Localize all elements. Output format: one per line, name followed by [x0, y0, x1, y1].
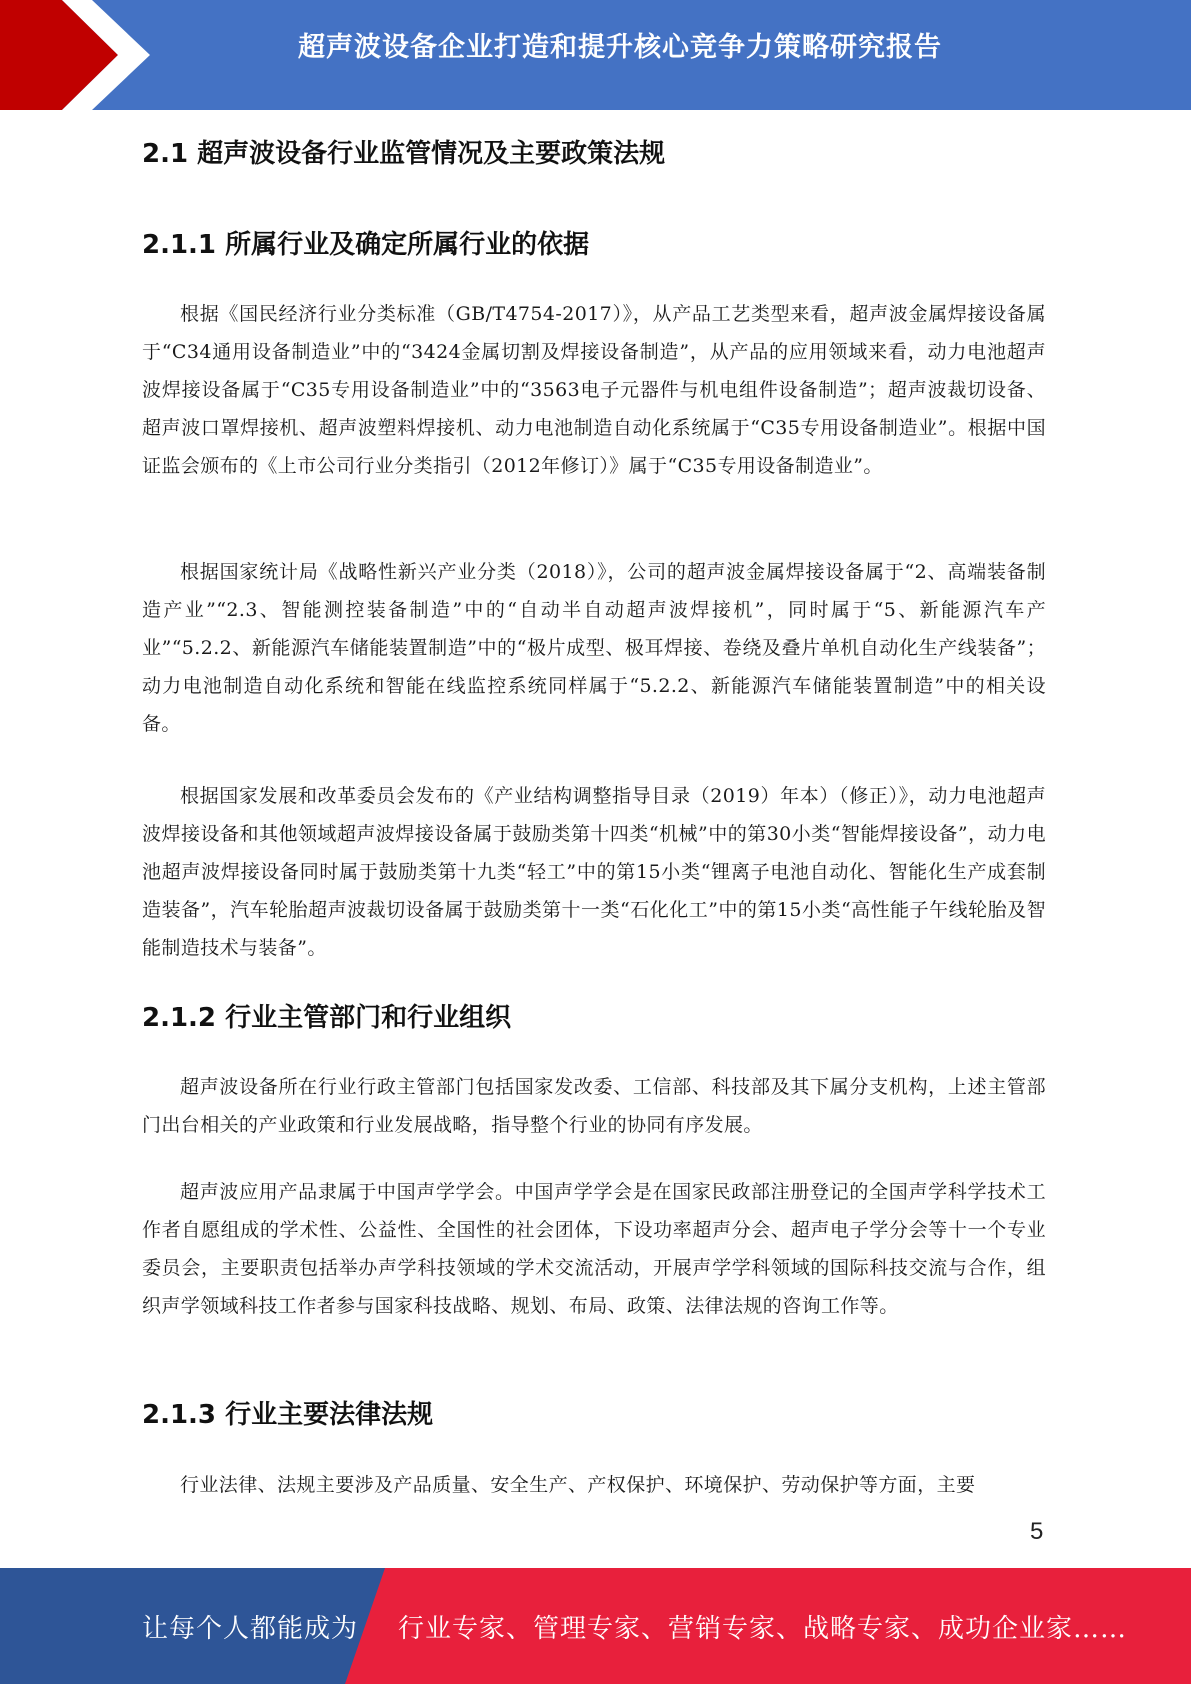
section-heading-2-1-1: 2.1.1 所属行业及确定所属行业的依据	[142, 230, 590, 260]
section-heading-2-1-3: 2.1.3 行业主要法律法规	[142, 1400, 434, 1430]
paragraph: 超声波应用产品隶属于中国声学学会。中国声学学会是在国家民政部注册登记的全国声学科学技术工作者自愿组成的学术性、公益性、全国性的社会团体，下设功率超声分会、超声电子学分会等十一个专业委员会，主要职责包括举办声学科技领域的学术交流活动，开展声学学科领域的国际科技交流与合作，组织声学领域科技工作者参与国家科技战略、规划、布局、政策、法律法规的咨询工作等。	[142, 1181, 1046, 1317]
section-heading-2-1: 2.1 超声波设备行业监管情况及主要政策法规	[142, 139, 666, 169]
paragraph: 根据国家发展和改革委员会发布的《产业结构调整指导目录（2019）年本）（修正）》，动力电池超声波焊接设备和其他领域超声波焊接设备属于鼓励类第十四类“机械”中的第30小类“智能焊接设备”，动力电池超声波焊接设备同时属于鼓励类第十九类“轻工”中的第15小类“锂离子电池自动化、智能化生产成套制造装备”，汽车轮胎超声波裁切设备属于鼓励类第十一类“石化化工”中的第15小类“高性能子午线轮胎及智能制造技术与装备”。	[142, 785, 1046, 959]
paragraph: 根据《国民经济行业分类标准（GB/T4754-2017）》，从产品工艺类型来看，超声波金属焊接设备属于“C34通用设备制造业”中的“3424金属切割及焊接设备制造”，从产品的应用领域来看，动力电池超声波焊接设备属于“C35专用设备制造业”中的“3563电子元器件与机电组件设备制造”；超声波裁切设备、超声波口罩焊接机、超声波塑料焊接机、动力电池制造自动化系统属于“C35专用设备制造业”。根据中国证监会颁布的《上市公司行业分类指引（2012年修订）》属于“C35专用设备制造业”。	[142, 303, 1046, 477]
footer-roles: 行业专家、管理专家、营销专家、战略专家、成功企业家……	[398, 1614, 1128, 1644]
page-header	[0, 0, 1191, 110]
report-title: 超声波设备企业打造和提升核心竞争力策略研究报告	[298, 32, 942, 63]
page-number: 5	[1030, 1518, 1044, 1545]
footer-slogan: 让每个人都能成为	[142, 1614, 359, 1644]
paragraph: 超声波设备所在行业行政主管部门包括国家发改委、工信部、科技部及其下属分支机构，上述主管部门出台相关的产业政策和行业发展战略，指导整个行业的协同有序发展。	[142, 1076, 1046, 1136]
page-footer	[0, 1568, 1191, 1684]
section-heading-2-1-2: 2.1.2 行业主管部门和行业组织	[142, 1003, 512, 1033]
paragraph: 行业法律、法规主要涉及产品质量、安全生产、产权保护、环境保护、劳动保护等方面，主要	[180, 1474, 976, 1496]
paragraph: 根据国家统计局《战略性新兴产业分类（2018）》，公司的超声波金属焊接设备属于“2、高端装备制造产业”“2.3、智能测控装备制造”中的“自动半自动超声波焊接机”，同时属于“5、新能源汽车产业”“5.2.2、新能源汽车储能装置制造”中的“极片成型、极耳焊接、卷绕及叠片单机自动化生产线装备”；动力电池制造自动化系统和智能在线监控系统同样属于“5.2.2、新能源汽车储能装置制造”中的相关设备。	[142, 561, 1046, 735]
